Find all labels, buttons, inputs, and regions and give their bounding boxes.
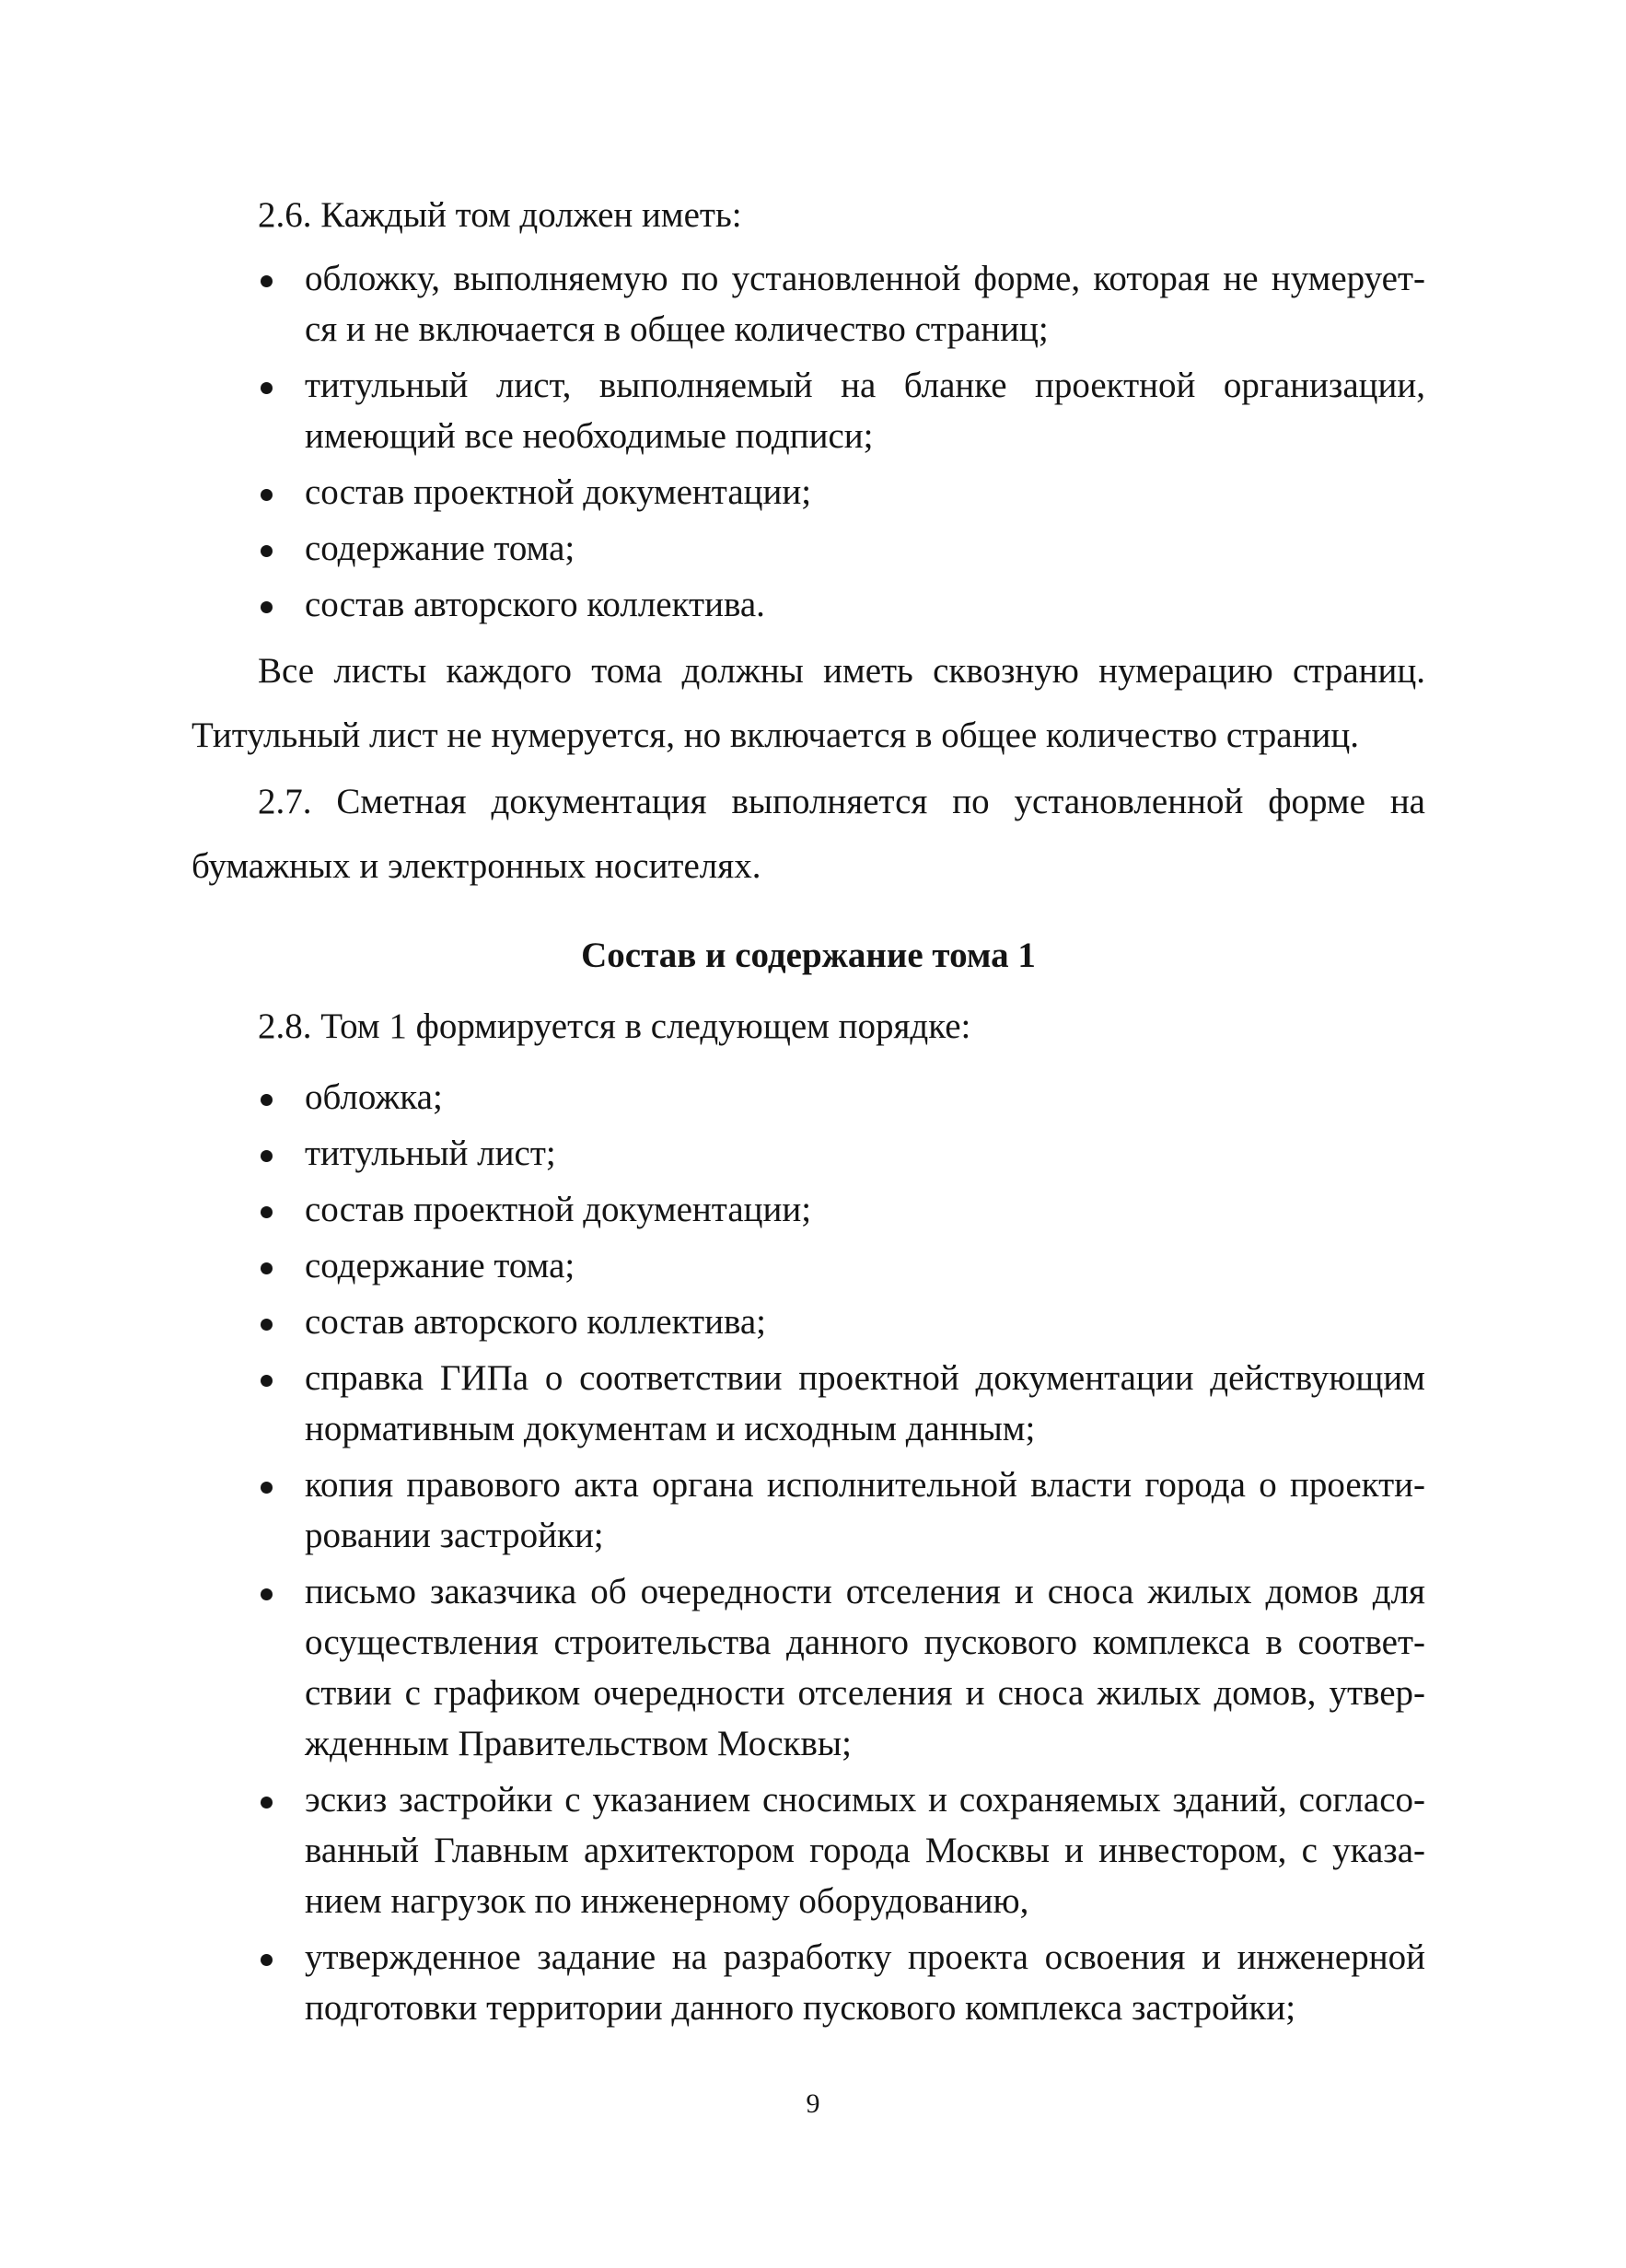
list-item-text: титульный лист; bbox=[305, 1134, 556, 1173]
bullet-icon bbox=[261, 545, 273, 557]
list-item-text: утвержденное задание на разработку проекта освоения и инженерной подготовки территории данного пускового комплекса застройки; bbox=[305, 1937, 1425, 2028]
page-number: 9 bbox=[806, 2088, 820, 2119]
list-item-text: состав проектной документации; bbox=[305, 1190, 812, 1229]
list-item bbox=[192, 579, 1425, 630]
bullet-icon bbox=[261, 1375, 273, 1387]
list-item bbox=[192, 360, 1425, 461]
bullet-icon bbox=[261, 1094, 273, 1106]
section-2-6-note: Все листы каждого тома должны иметь сквозную нумерацию страниц. Титульный лист не нумеруется, но включается в общее количество страниц. bbox=[192, 651, 1425, 755]
list-item bbox=[192, 1460, 1425, 1561]
list-item bbox=[192, 253, 1425, 355]
bullet-icon bbox=[261, 1588, 273, 1600]
list-item bbox=[192, 1932, 1425, 2033]
list-item bbox=[192, 523, 1425, 574]
bullet-icon bbox=[261, 1482, 273, 1494]
bullet-icon bbox=[261, 1954, 273, 1966]
list-item-text: титульный лист, выполняемый на бланке проектной организации, имеющий все необходимые подписи; bbox=[305, 366, 1425, 456]
section-2-6-heading: 2.6. Каждый том должен иметь: bbox=[258, 195, 742, 235]
list-item bbox=[192, 1297, 1425, 1347]
section-2-6-list bbox=[192, 253, 1425, 630]
list-item bbox=[192, 1184, 1425, 1235]
list-item-text: состав проектной документации; bbox=[305, 472, 812, 512]
section-2-8-heading: 2.8. Том 1 формируется в следующем порядке: bbox=[258, 1006, 971, 1046]
bullet-icon bbox=[261, 601, 273, 613]
list-item bbox=[192, 1774, 1425, 1926]
page-content bbox=[192, 190, 1425, 2033]
volume-1-list bbox=[192, 1072, 1425, 2033]
volume-1-title: Состав и содержание тома 1 bbox=[581, 936, 1036, 975]
bullet-icon bbox=[261, 1319, 273, 1331]
list-item bbox=[192, 1566, 1425, 1769]
bullet-icon bbox=[261, 1150, 273, 1162]
list-item-text: содержание тома; bbox=[305, 529, 575, 568]
section-2-7-text: 2.7. Сметная документация выполняется по установленной форме на бумажных и электронных носителях. bbox=[192, 782, 1425, 886]
bullet-icon bbox=[261, 1262, 273, 1274]
list-item-text: обложку, выполняемую по установленной форме, которая не нумерует-ся и не включается в общее количество страниц; bbox=[305, 259, 1425, 349]
list-item-text: справка ГИПа о соответствии проектной документации действующим нормативным документам и исходным данным; bbox=[305, 1358, 1425, 1448]
bullet-icon bbox=[261, 382, 273, 394]
bullet-icon bbox=[261, 1797, 273, 1809]
list-item bbox=[192, 1072, 1425, 1122]
list-item-text: эскиз застройки с указанием сносимых и сохраняемых зданий, согласо-ванный Главным архитектором города Москвы и инвестором, с указа-нием нагрузок по инженерному оборудованию, bbox=[305, 1780, 1425, 1921]
list-item-text: состав авторского коллектива; bbox=[305, 1302, 767, 1342]
list-item-text: обложка; bbox=[305, 1077, 443, 1117]
list-item-text: содержание тома; bbox=[305, 1246, 575, 1285]
list-item-text: письмо заказчика об очередности отселения и сноса жилых домов для осуществления строительства данного пускового комплекса в соответ-ствии с графиком очередности отселения и сноса жилых домов, утвер-жденным Правительством Москвы; bbox=[305, 1572, 1425, 1763]
bullet-icon bbox=[261, 275, 273, 287]
list-item bbox=[192, 1353, 1425, 1454]
bullet-icon bbox=[261, 1206, 273, 1218]
bullet-icon bbox=[261, 489, 273, 501]
list-item-text: состав авторского коллектива. bbox=[305, 585, 765, 624]
list-item-text: копия правового акта органа исполнительной власти города о проекти-ровании застройки; bbox=[305, 1465, 1425, 1555]
list-item bbox=[192, 1240, 1425, 1291]
list-item bbox=[192, 467, 1425, 518]
list-item bbox=[192, 1128, 1425, 1179]
